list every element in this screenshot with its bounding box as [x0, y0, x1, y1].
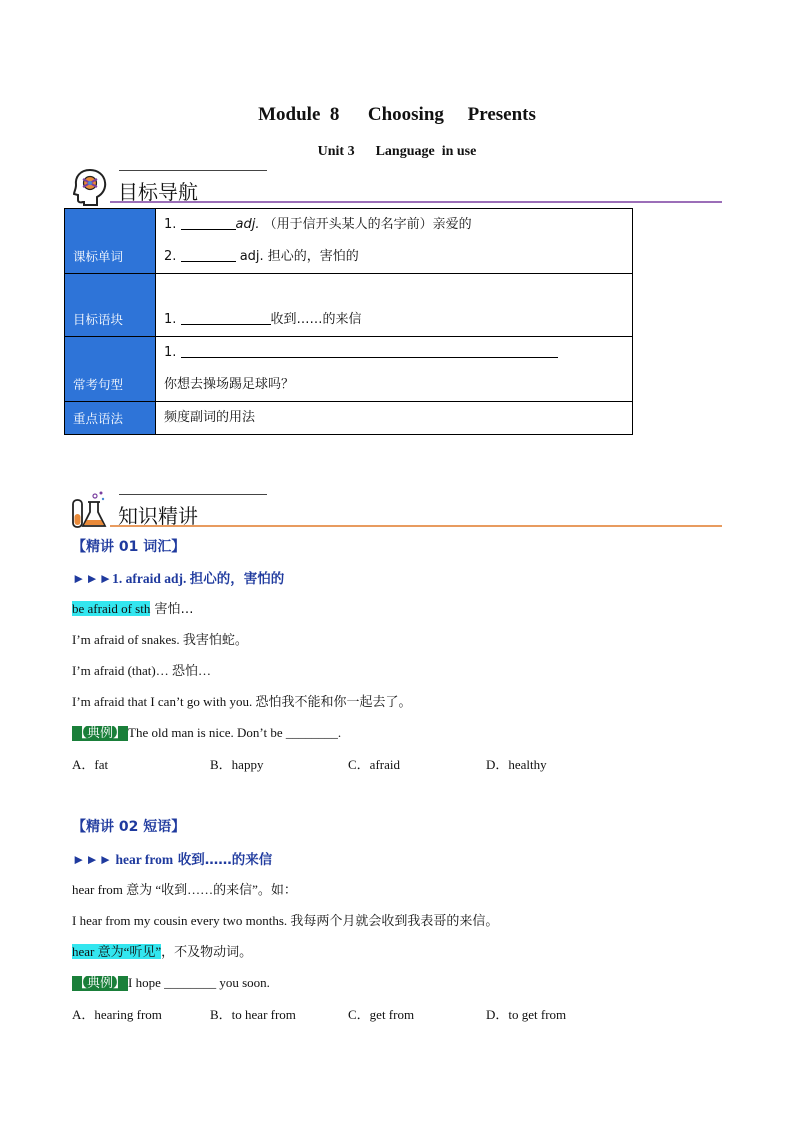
goals-table — [64, 208, 633, 435]
option-a: A．hearing from — [72, 1007, 162, 1022]
page-subtitle: Unit 3 Language in use — [317, 144, 477, 159]
row-content: 1. adj. （用于信开头某人的名字前）亲爱的 2. adj. 担心的，害怕的 — [156, 209, 633, 274]
example-tag: 【典例】 — [74, 976, 127, 991]
head-brain-icon — [70, 166, 110, 206]
option-a: A．fat — [72, 757, 109, 772]
section-header-knowledge — [70, 490, 722, 536]
table-row — [65, 274, 633, 337]
lab-flask-icon — [70, 490, 110, 530]
example-sentence: I hear from my cousin every two months. 我每两个月就会收到我表哥的来信。 — [72, 913, 499, 928]
note-line: hear 意为“听见”，不及物动词。 — [72, 944, 253, 960]
vocab-point: ►►►1. afraid adj. 担心的，害怕的 — [72, 571, 285, 586]
row-label: 常考句型 — [65, 337, 156, 402]
section-heading: 知识精讲 — [118, 504, 198, 528]
section-heading: 目标导航 — [118, 180, 198, 204]
row-content: 1. 你想去操场踢足球吗？ — [156, 337, 633, 402]
table-row — [65, 209, 633, 274]
table-row — [65, 402, 633, 435]
row-label: 目标语块 — [65, 274, 156, 337]
row-content: 1. 收到……的来信 — [156, 274, 633, 337]
example-tag: 【典例】 — [74, 726, 127, 741]
phrase-line: be afraid of sth 害怕… — [72, 601, 194, 617]
page-title: Module 8 Choosing Presents — [258, 104, 536, 125]
row-content: 频度副词的用法 — [156, 402, 633, 435]
option-b: B．happy — [210, 757, 264, 772]
option-d: D．to get from — [486, 1007, 567, 1022]
example-sentence: I’m afraid of snakes. 我害怕蛇。 — [72, 632, 248, 647]
row-label: 课标单词 — [65, 209, 156, 274]
table-row — [65, 337, 633, 402]
example-sentence: I’m afraid (that)… 恐怕… — [72, 663, 211, 678]
phrase-point: ►►► hear from 收到……的来信 — [72, 852, 273, 868]
highlighted-phrase: hear 意为“听见” — [72, 944, 162, 959]
example-question: 【典例】 The old man is nice. Don’t be ________. — [74, 725, 342, 741]
example-question: 【典例】 I hope ________ you soon. — [74, 975, 270, 991]
section-header-goals — [70, 166, 722, 212]
highlighted-phrase: be afraid of sth — [72, 601, 151, 616]
option-b: B．to hear from — [210, 1007, 296, 1022]
part-tag-phrase: 【精讲 02 短语】 — [72, 819, 186, 835]
options-row — [0, 754, 794, 774]
row-label: 重点语法 — [65, 402, 156, 435]
option-c: C．get from — [348, 1007, 415, 1022]
explanation-line: hear from 意为 “收到……的来信”。如： — [72, 882, 297, 897]
example-sentence: I’m afraid that I can’t go with you. 恐怕我不能和你一起去了。 — [72, 694, 412, 709]
part-tag-vocab: 【精讲 01 词汇】 — [72, 539, 186, 555]
option-d: D．healthy — [486, 757, 547, 772]
options-row — [0, 1004, 794, 1024]
option-c: C．afraid — [348, 757, 400, 772]
